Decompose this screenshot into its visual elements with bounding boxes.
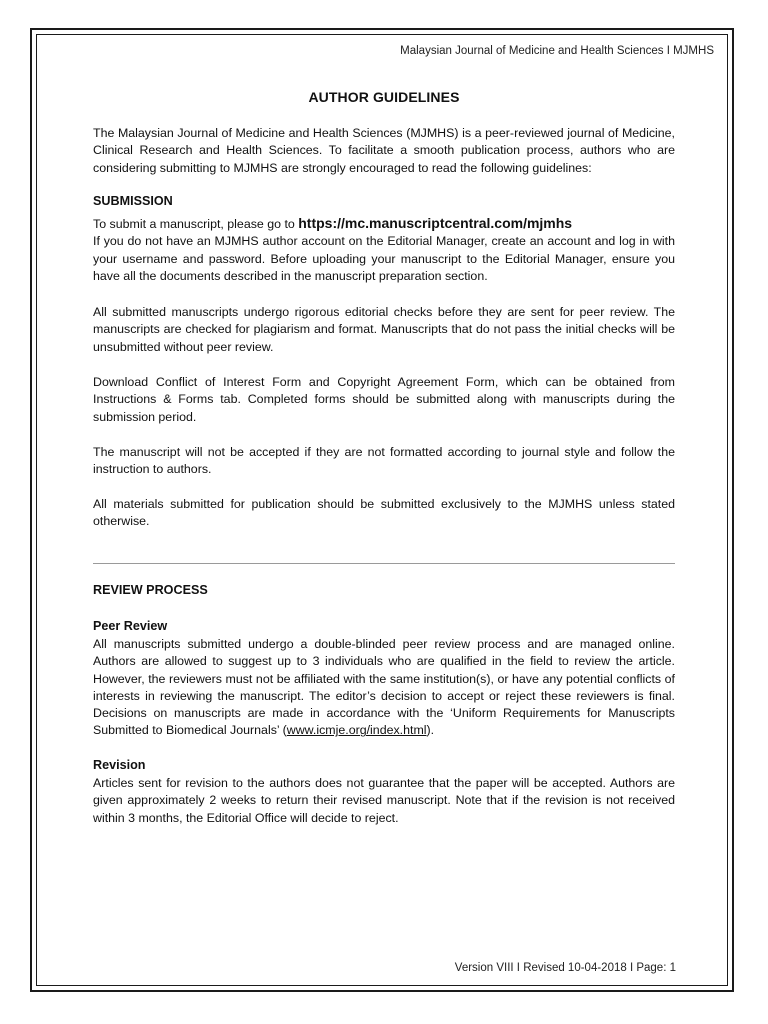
peer-review-heading: Peer Review — [93, 619, 168, 633]
peer-review-text: All manuscripts submitted undergo a double-blinded peer review process and are managed online. Authors are allowed to suggest up to 3 individuals who are qualified in the field to review the article. However, the reviewers must not be affiliated with the same institution(s), or have any potential conflicts of interests in reviewing the manuscript. The editor’s decision to accept or reject these reviewers is final. Decisions on manuscripts are made in accordance with the ‘Uniform Requirements for Manuscripts Submitted to Biomedical Journals’ ( — [93, 637, 675, 738]
checks-text: All submitted manuscripts undergo rigorous editorial checks before they are sent for peer review. The manuscripts are checked for plagiarism and format. Manuscripts that do not pass the initial checks will be unsubmitted without peer review. — [93, 305, 675, 354]
submission-lead: To submit a manuscript, please go to — [93, 217, 299, 231]
revision-heading: Revision — [93, 758, 146, 772]
intro-paragraph — [93, 125, 675, 177]
exclusive-text: All materials submitted for publication should be submitted exclusively to the MJMHS unless stated otherwise. — [93, 497, 675, 529]
review-heading: REVIEW PROCESS — [93, 583, 208, 597]
submission-url-link[interactable]: https://mc.manuscriptcentral.com/mjmhs — [298, 215, 573, 231]
peer-review-paragraph — [93, 636, 675, 740]
forms-text: Download Conflict of Interest Form and Copyright Agreement Form, which can be obtained from Instructions & Forms tab. Completed forms should be submitted along with manuscripts during the submission period. — [93, 375, 675, 424]
forms-paragraph — [93, 374, 675, 426]
account-paragraph: If you do not have an MJMHS author account on the Editorial Manager, create an account and log in with your username and password. Before uploading your manuscript to the Editorial Manager, ensure you have all the documents described in the manuscript preparation section. — [93, 234, 675, 283]
submission-lead-line — [93, 215, 675, 233]
format-text: The manuscript will not be accepted if they are not formatted according to journal style and follow the instruction to authors. — [93, 445, 675, 477]
format-paragraph — [93, 444, 675, 479]
checks-paragraph — [93, 304, 675, 356]
intro-text: The Malaysian Journal of Medicine and Health Sciences (MJMHS) is a peer-reviewed journal of Medicine, Clinical Research and Health Sciences. To facilitate a smooth publication process, authors who are considering submitting to MJMHS are strongly encouraged to read the following guidelines: — [93, 126, 675, 175]
submission-heading: SUBMISSION — [93, 194, 173, 208]
exclusive-paragraph — [93, 496, 675, 531]
revision-paragraph — [93, 775, 675, 827]
icmje-link[interactable]: www.icmje.org/index.html — [286, 723, 427, 738]
page-title: AUTHOR GUIDELINES — [308, 89, 460, 105]
page-footer: Version VIII I Revised 10-04-2018 I Page: 1 — [454, 962, 676, 974]
peer-review-text-end: ). — [426, 723, 435, 738]
revision-text: Articles sent for revision to the authors does not guarantee that the paper will be accepted. Authors are given approximately 2 weeks to return their revised manuscript. Note that if the revision is not received within 3 months, the Editorial Office will decide to reject. — [93, 776, 675, 825]
section-divider — [93, 563, 675, 564]
running-head: Malaysian Journal of Medicine and Health Sciences I MJMHS — [400, 45, 714, 57]
submission-block — [93, 215, 675, 285]
peer-review-text-line — [93, 636, 675, 740]
